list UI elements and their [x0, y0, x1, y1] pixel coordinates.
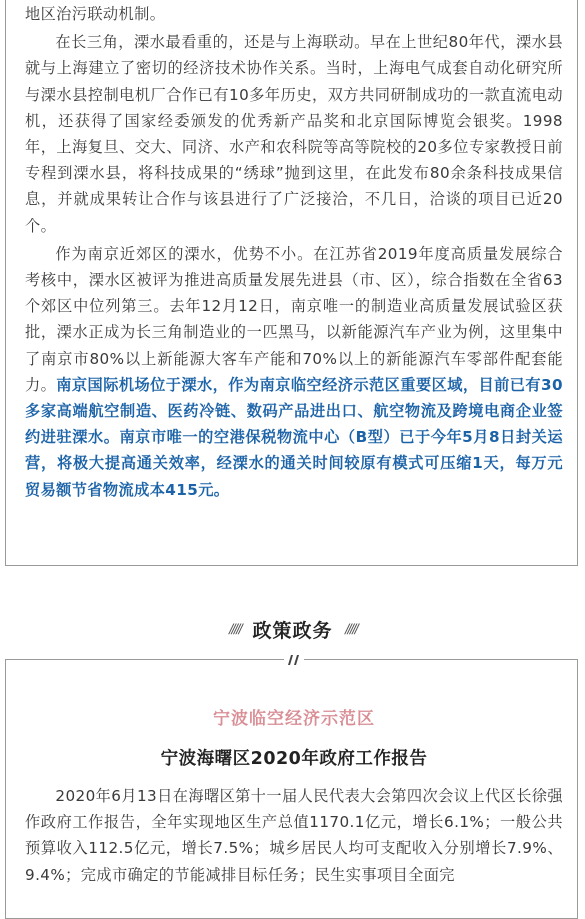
policy-subtitle: 宁波临空经济示范区: [213, 709, 375, 729]
policy-paragraph: 2020年6月13日在海曙区第十一届人民代表大会第四次会议上代区长徐强作政府工作报告，全年实现地区生产总值1170.1亿元，增长6.1%；一般公共预算收入112.5亿元，增长7.5%；城乡居民人均可支配收入分别增长7.9%、9.4%；完成市确定的节能减排目标任务；民生实事项目全面完: [25, 787, 563, 884]
article-paragraph-1: 地区治污联动机制。: [25, 5, 166, 23]
left-slash-decor: /////: [227, 621, 242, 637]
article-card: [5, 0, 578, 566]
article-paragraph-2: 在长三角，溧水最看重的，还是与上海联动。早在上世纪80年代，溧水县就与上海建立了密切的经济技术协作关系。当时，上海电气成套自动化研究所与溧水县控制电机厂合作已有10多年历史，双方共同研制成功的一款直流电动机，还获得了国家经委颁发的优秀新产品奖和北京国际博览会银奖。1998年，上海复旦、交大、同济、水产和农科院等高等院校的20多位专家教授日前专程到溧水县，将科技成果的“绣球”抛到这里，在此发布80余条科技成果信息，并就成果转让合作与该县进行了广泛接洽，不几日，洽谈的项目已近20个。: [25, 33, 563, 235]
article-paragraph-3: [25, 241, 563, 503]
section-title: 政策政务: [252, 619, 333, 642]
policy-title: 宁波海曙区2020年政府工作报告: [160, 749, 428, 769]
right-slash-decor: /////: [343, 621, 358, 637]
paragraph-3-highlight: 南京国际机场位于溧水，作为南京临空经济示范区重要区域，目前已有30多家高端航空制造、医药冷链、数码产品进出口、航空物流及跨境电商企业签约进驻溧水。南京市唯一的空港保税物流中心（B型）已于今年5月8日封关运营，将极大提高通关效率，经溧水的通关时间较原有模式可压缩1天，每万元贸易额节省物流成本415元。: [25, 375, 563, 499]
paragraph-3-text: 作为南京近郊区的溧水，优势不小。在江苏省2019年度高质量发展综合考核中，溧水区被评为推进高质量发展先进县（市、区），综合指数在全省63个郊区中位列第三。去年12月12日，南京唯一的制造业高质量发展试验区获批，溧水正成为长三角制造业的一匹黑马，以新能源汽车产业为例，这里集中了南京市80%以上新能源大客车产能和70%以上的新能源汽车零部件配套能力。: [25, 244, 563, 394]
policy-card: [5, 659, 578, 919]
section-header: [0, 612, 585, 646]
section-tab-icon: [284, 654, 304, 666]
